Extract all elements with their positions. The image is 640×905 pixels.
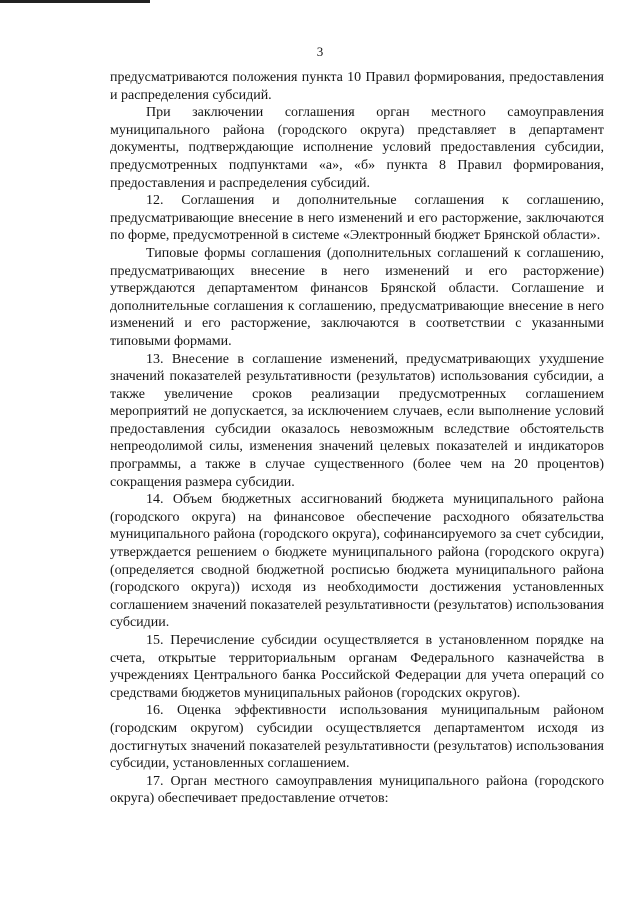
paragraph-13: 13. Внесение в соглашение изменений, предусматривающих ухудшение значений показателей результативности (результатов) использования субсидии, а также увеличение сроков реализации предусмотренных соглашением мероприятий не допускается, за исключением случаев, если выполнение условий предоставления субсидии оказалось невозможным вследствие обстоятельств непреодолимой силы, изменения значений целевых показателей и индикаторов программы, а также в случае существенного (более чем на 20 процентов) сокращения размера субсидии. (110, 351, 604, 490)
paragraph-agreement-documents: При заключении соглашения орган местного самоуправления муниципального района (городского округа) представляет в департамент документы, подтверждающие исполнение условий предоставления субсидии, предусмотренных подпунктами «а», «б» пункта 8 Правил формирования, предоставления и распределения субсидий. (110, 105, 604, 191)
paragraph-16: 16. Оценка эффективности использования муниципальным районом (городским округом) субсидии осуществляется департаментом исходя из достигнутых значений показателей результативности (результатов) использования субсидии, установленных соглашением. (110, 703, 604, 772)
page-number: 3 (316, 44, 324, 59)
paragraph-14: 14. Объем бюджетных ассигнований бюджета муниципального района (городского округа) на финансовое обеспечение расходного обязательства муниципального района (городского округа), софинансируемого за счет субсидии, утверждается решением о бюджете муниципального района (городского округа) (определяется сводной бюджетной росписью бюджета муниципального района (городского округа)) исходя из необходимости достижения установленных соглашением значений показателей результативности (результатов) использования субсидии. (110, 492, 604, 631)
paragraph-17: 17. Орган местного самоуправления муниципального района (городского округа) обеспечивает предоставление отчетов: (110, 773, 604, 807)
paragraph-continuation: предусматриваются положения пункта 10 Правил формирования, предоставления и распределения субсидий. (110, 70, 604, 103)
paragraph-15: 15. Перечисление субсидии осуществляется в установленном порядке на счета, открытые территориальным органам Федерального казначейства в учреждениях Центрального банка Российской Федерации для учета операций со средствами бюджетов муниципальных районов (городских округов). (110, 633, 604, 701)
paragraph-12: 12. Соглашения и дополнительные соглашения к соглашению, предусматривающие внесение в него изменений и его расторжение, заключаются по форме, предусмотренной в системе «Электронный бюджет Брянской области». (110, 193, 604, 244)
paragraph-typical-forms: Типовые формы соглашения (дополнительных соглашений к соглашению, предусматривающих внесение в него изменений и его расторжение) утверждаются департаментом финансов Брянской области. Соглашение и дополнительные соглашения к соглашению, предусматривающие внесение в него изменений и его расторжение, заключаются в соответствии с указанными типовыми формами. (110, 245, 604, 349)
document-body (110, 69, 604, 808)
scan-edge-line (0, 0, 150, 3)
